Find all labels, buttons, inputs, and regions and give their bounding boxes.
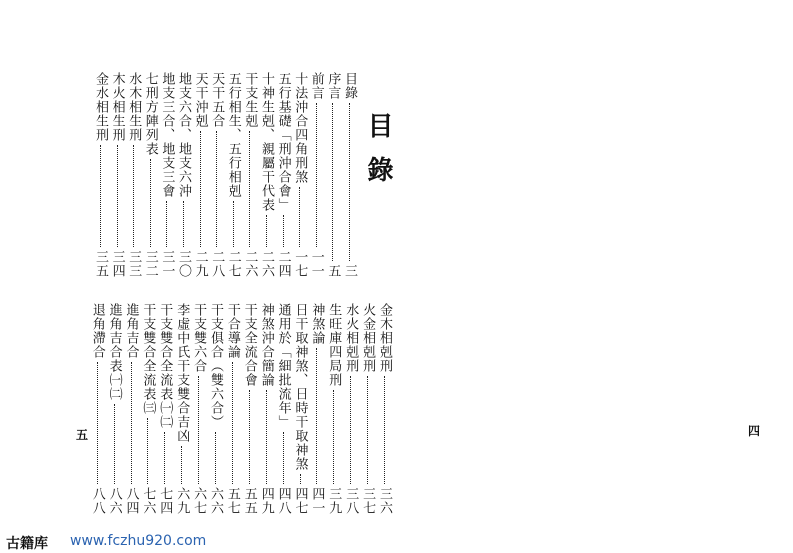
toc-entry-title: 十神生剋、親屬干代表 <box>259 72 274 212</box>
toc-entry-title: 李虛中氏干支雙合吉凶 <box>174 303 190 443</box>
toc-entry-page: 三三 <box>126 250 142 278</box>
toc-entry <box>227 72 240 278</box>
toc-entry-page: 五五 <box>241 487 257 515</box>
toc-entry-page: 六七 <box>191 487 207 515</box>
dot-leader <box>97 362 98 484</box>
toc-entry-page: 四九 <box>258 487 274 515</box>
footer-url: www.fczhu920.com <box>70 533 207 549</box>
toc-entry-page: 二四 <box>275 250 291 278</box>
toc-entry-page: 三七 <box>360 487 376 515</box>
toc-entry-title: 天干沖剋 <box>192 72 208 128</box>
toc-entry-title: 金水相生刑 <box>93 72 108 142</box>
toc-entry-title: 干支雙合全流表㈠㈡ <box>157 303 173 429</box>
dot-leader <box>215 432 216 484</box>
toc-entry-page: 一七 <box>292 250 308 278</box>
toc-entry <box>260 72 273 278</box>
toc-entry-title: 干支全流合會 <box>241 303 257 387</box>
toc-entry <box>277 303 290 515</box>
dot-leader <box>117 145 118 247</box>
toc-entry-title: 退角滯合 <box>89 303 105 359</box>
dot-leader <box>232 362 233 484</box>
toc-entry <box>344 303 357 515</box>
toc-entry <box>260 303 273 515</box>
toc-entry-title: 神煞論 <box>309 303 325 345</box>
toc-entry <box>194 72 207 278</box>
dot-leader <box>367 376 368 484</box>
toc-entry-title: 干合導論 <box>224 303 240 359</box>
dot-leader <box>164 432 165 484</box>
toc-entry-page: 六九 <box>174 487 190 515</box>
toc-entry-page: 六六 <box>208 487 223 515</box>
dot-leader <box>266 215 267 247</box>
dot-leader <box>249 131 250 247</box>
toc-entry-page: 三〇 <box>176 250 191 278</box>
dot-leader <box>299 187 300 247</box>
toc-entry-page: 五七 <box>224 487 240 515</box>
toc-entry-title: 地支三合、地支三會 <box>159 72 175 198</box>
toc-entry <box>141 303 154 515</box>
dot-leader <box>350 376 351 484</box>
toc-entry <box>94 72 107 278</box>
toc-entry-title: 火金相剋刑 <box>360 303 376 373</box>
toc-entry-page: 七四 <box>157 487 173 515</box>
dot-leader <box>233 201 234 247</box>
toc-entry <box>378 303 391 515</box>
watermark-footer <box>0 531 793 553</box>
toc-entry-page: 二六 <box>259 250 274 278</box>
toc-entry <box>127 72 140 278</box>
dot-leader <box>266 390 267 484</box>
toc-entry-title: 七刑方陣列表 <box>142 72 158 156</box>
toc-entry <box>160 72 173 278</box>
toc-entry <box>277 72 290 278</box>
toc-entry-page: 三 <box>342 264 357 278</box>
dot-leader <box>300 474 301 484</box>
toc-entry <box>310 303 323 515</box>
toc-entry <box>361 303 374 515</box>
toc-entry-title: 水木相生刑 <box>126 72 142 142</box>
dot-leader <box>166 201 167 247</box>
toc-entry-page: 二六 <box>242 250 258 278</box>
toc-entry <box>326 72 339 278</box>
dot-leader <box>216 131 217 247</box>
toc-entry-page: 八六 <box>106 487 122 515</box>
dot-leader <box>181 446 182 484</box>
toc-entry-title: 十法沖合四角刑煞 <box>292 72 308 184</box>
toc-entry-title: 五行相生、五行相剋 <box>225 72 241 198</box>
toc-entry-page: 八八 <box>89 487 105 515</box>
toc-title: 目錄 <box>363 112 393 200</box>
toc-entry <box>327 303 340 515</box>
toc-entry-page: 三一 <box>159 250 175 278</box>
toc-entry-page: 二八 <box>209 250 225 278</box>
dot-leader <box>316 348 317 484</box>
dot-leader <box>316 103 317 247</box>
toc-entry-page: 七六 <box>140 487 156 515</box>
toc-entry-page: 二九 <box>192 250 208 278</box>
toc-entry-page: 二七 <box>225 250 241 278</box>
toc-entry-title: 日干取神煞、日時干取神煞 <box>292 303 308 471</box>
toc-entry-page: 四七 <box>292 487 308 515</box>
dot-leader <box>333 390 334 484</box>
toc-entry-title: 地支六合、地支六沖 <box>176 72 191 198</box>
toc-entry-title: 目錄 <box>342 72 357 100</box>
toc-entry-title: 干支生剋 <box>242 72 258 128</box>
toc-entry <box>158 303 171 515</box>
toc-entry <box>210 72 223 278</box>
toc-entry-title: 木火相生刑 <box>109 72 125 142</box>
toc-entry <box>294 303 307 515</box>
dot-leader <box>349 103 350 261</box>
dot-leader <box>249 390 250 484</box>
toc-entry-title: 金木相剋刑 <box>377 303 392 373</box>
toc-entry-page: 三五 <box>93 250 108 278</box>
toc-entry-title: 干支雙合全流表㈢ <box>140 303 156 415</box>
toc-entry-title: 序言 <box>325 72 341 100</box>
toc-entry-title: 神煞沖合簡論 <box>258 303 274 387</box>
toc-entry-title: 干支雙六合 <box>191 303 207 373</box>
toc-entry-page: 三二 <box>142 250 158 278</box>
toc-entry <box>177 72 190 278</box>
toc-entry-page: 四一 <box>309 487 325 515</box>
dot-leader <box>283 215 284 247</box>
toc-entry-page: 八四 <box>123 487 139 515</box>
toc-entry-title: 前言 <box>308 72 324 100</box>
dot-leader <box>198 376 199 484</box>
toc-entry-title: 干支俱合（雙六合） <box>208 303 223 429</box>
toc-entry <box>125 303 138 515</box>
toc-entry-page: 五 <box>325 264 341 278</box>
toc-entry <box>175 303 188 515</box>
dot-leader <box>283 432 284 484</box>
toc-entry-title: 水火相剋刑 <box>343 303 359 373</box>
dot-leader <box>147 418 148 484</box>
dot-leader <box>183 201 184 247</box>
dot-leader <box>131 362 132 484</box>
toc-entry <box>310 72 323 278</box>
toc-entry <box>226 303 239 515</box>
dot-leader <box>200 131 201 247</box>
toc-entry-title: 通用於「細批流年」 <box>275 303 291 429</box>
toc-entry-page: 四八 <box>275 487 291 515</box>
toc-entry-title: 五行基礎「刑沖合會」 <box>275 72 291 212</box>
toc-entry <box>108 303 121 515</box>
page-number-left: 五 <box>76 428 89 442</box>
toc-entry <box>293 72 306 278</box>
dot-leader <box>150 159 151 247</box>
toc-entry <box>91 303 104 515</box>
toc-entry-title: 生旺庫四局刑 <box>326 303 342 387</box>
toc-entry-page: 三六 <box>377 487 392 515</box>
toc-entry-page: 三八 <box>343 487 359 515</box>
dot-leader <box>114 404 115 484</box>
dot-leader <box>133 145 134 247</box>
toc-entry-title: 進角吉合表㈠㈡ <box>106 303 122 401</box>
dot-leader <box>100 145 101 247</box>
toc-entry <box>243 72 256 278</box>
toc-entry-title: 進角吉合 <box>123 303 139 359</box>
toc-entry <box>192 303 205 515</box>
toc-entry <box>243 303 256 515</box>
toc-entry <box>343 72 356 278</box>
page-number-right: 四 <box>748 424 761 438</box>
toc-entry <box>209 303 222 515</box>
toc-entry <box>111 72 124 278</box>
toc-entry-page: 一一 <box>308 250 324 278</box>
dot-leader <box>332 103 333 261</box>
toc-entry-page: 三四 <box>109 250 125 278</box>
toc-entry-page: 三九 <box>326 487 342 515</box>
toc-entry <box>144 72 157 278</box>
dot-leader <box>384 376 385 484</box>
toc-entry-title: 天干五合 <box>209 72 225 128</box>
footer-brand: 古籍库 <box>6 536 48 552</box>
